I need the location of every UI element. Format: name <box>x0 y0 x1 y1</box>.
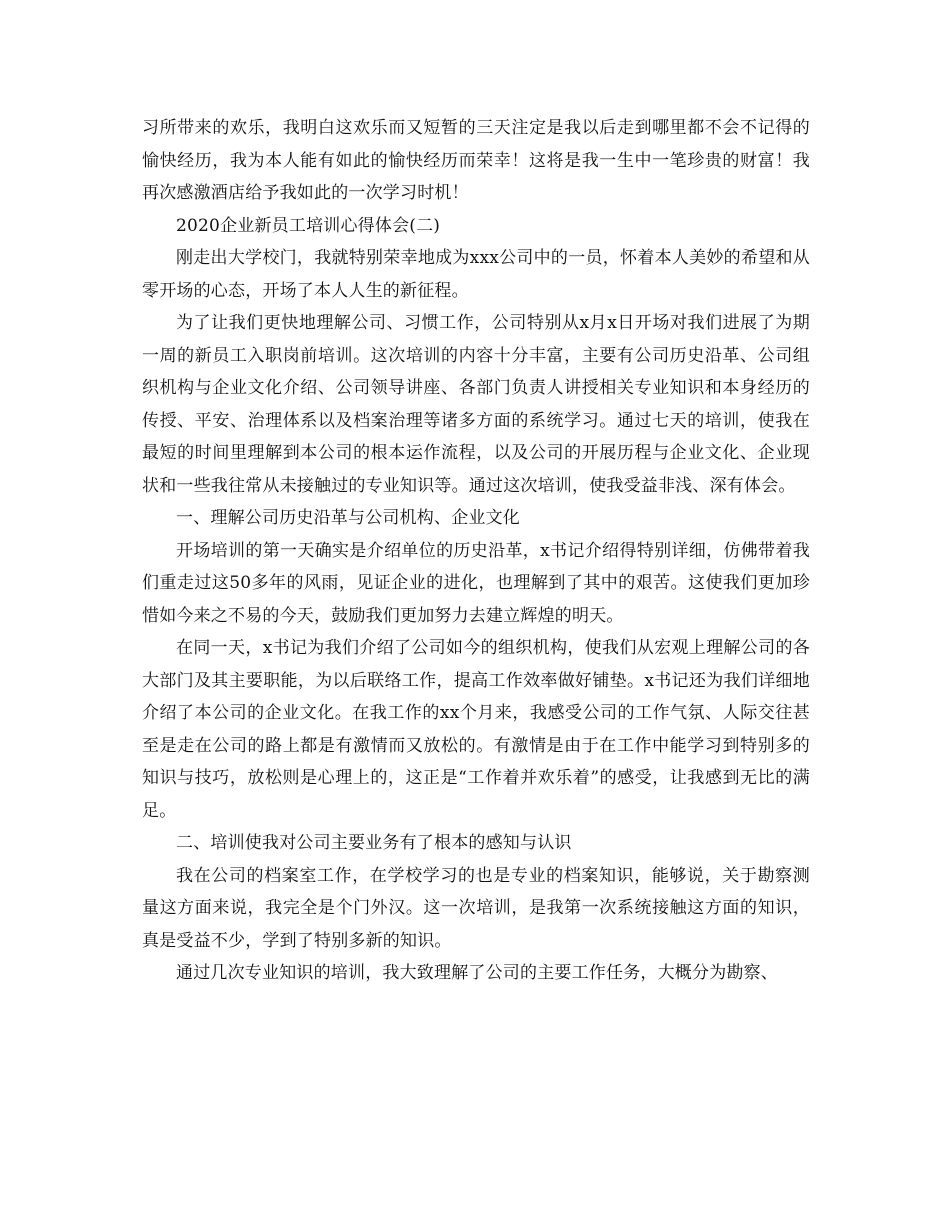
paragraph: 为了让我们更快地理解公司、习惯工作，公司特别从x月x日开场对我们进展了为期一周的新员工入职岗前培训。这次培训的内容十分丰富，主要有公司历史沿革、公司组织机构与企业文化介绍、公司领导讲座、各部门负责人讲授相关专业知识和本身经历的传授、平安、治理体系以及档案治理等诸多方面的系统学习。通过七天的培训，使我在最短的时间里理解到本公司的根本运作流程，以及公司的开展历程与企业文化、企业现状和一些我往常从未接触过的专业知识等。通过这次培训，使我受益非浅、深有体会。 <box>142 313 810 496</box>
subheading: 一、理解公司历史沿革与公司机构、企业文化 <box>176 508 520 528</box>
paragraph-continued: 习所带来的欢乐，我明白这欢乐而又短暂的三天注定是我以后走到哪里都不会不记得的愉快经历，我为本人能有如此的愉快经历而荣幸！这将是我一生中一笔珍贵的财富！我再次感激酒店给予我如此的一次学习时机！ <box>142 118 810 203</box>
paragraph: 我在公司的档案室工作，在学校学习的也是专业的档案知识，能够说，关于勘察测量这方面来说，我完全是个门外汉。这一次培训，是我第一次系统接触这方面的知识，真是受益不少，学到了特别多新的知识。 <box>142 865 810 951</box>
paragraph: 在同一天，x书记为我们介绍了公司如今的组织机构，使我们从宏观上理解公司的各大部门及其主要职能，为以后联络工作，提高工作效率做好铺垫。x书记还为我们详细地介绍了本公司的企业文化。在我工作的xx个月来，我感受公司的工作气氛、人际交往甚至是走在公司的路上都是有激情而又放松的。有激情是由于在工作中能学习到特别多的知识与技巧，放松则是心理上的，这正是“工作着并欢乐着”的感受，让我感到无比的满足。 <box>142 638 810 821</box>
paragraph: 通过几次专业知识的培训，我大致理解了公司的主要工作任务，大概分为勘察、 <box>176 963 778 983</box>
paragraph: 开场培训的第一天确实是介绍单位的历史沿革，x书记介绍得特别详细，仿佛带着我们重走过这50多年的风雨，见证企业的进化，也理解到了其中的艰苦。这使我们更加珍惜如今来之不易的今天，鼓励我们更加努力去建立辉煌的明天。 <box>142 540 810 626</box>
section-title: 2020企业新员工培训心得体会(二) <box>176 215 441 236</box>
document-body <box>142 112 810 990</box>
paragraph: 刚走出大学校门，我就特别荣幸地成为xxx公司中的一员，怀着本人美妙的希望和从零开场的心态，开场了本人人生的新征程。 <box>142 248 810 301</box>
subheading: 二、培训使我对公司主要业务有了根本的感知与认识 <box>176 833 572 853</box>
